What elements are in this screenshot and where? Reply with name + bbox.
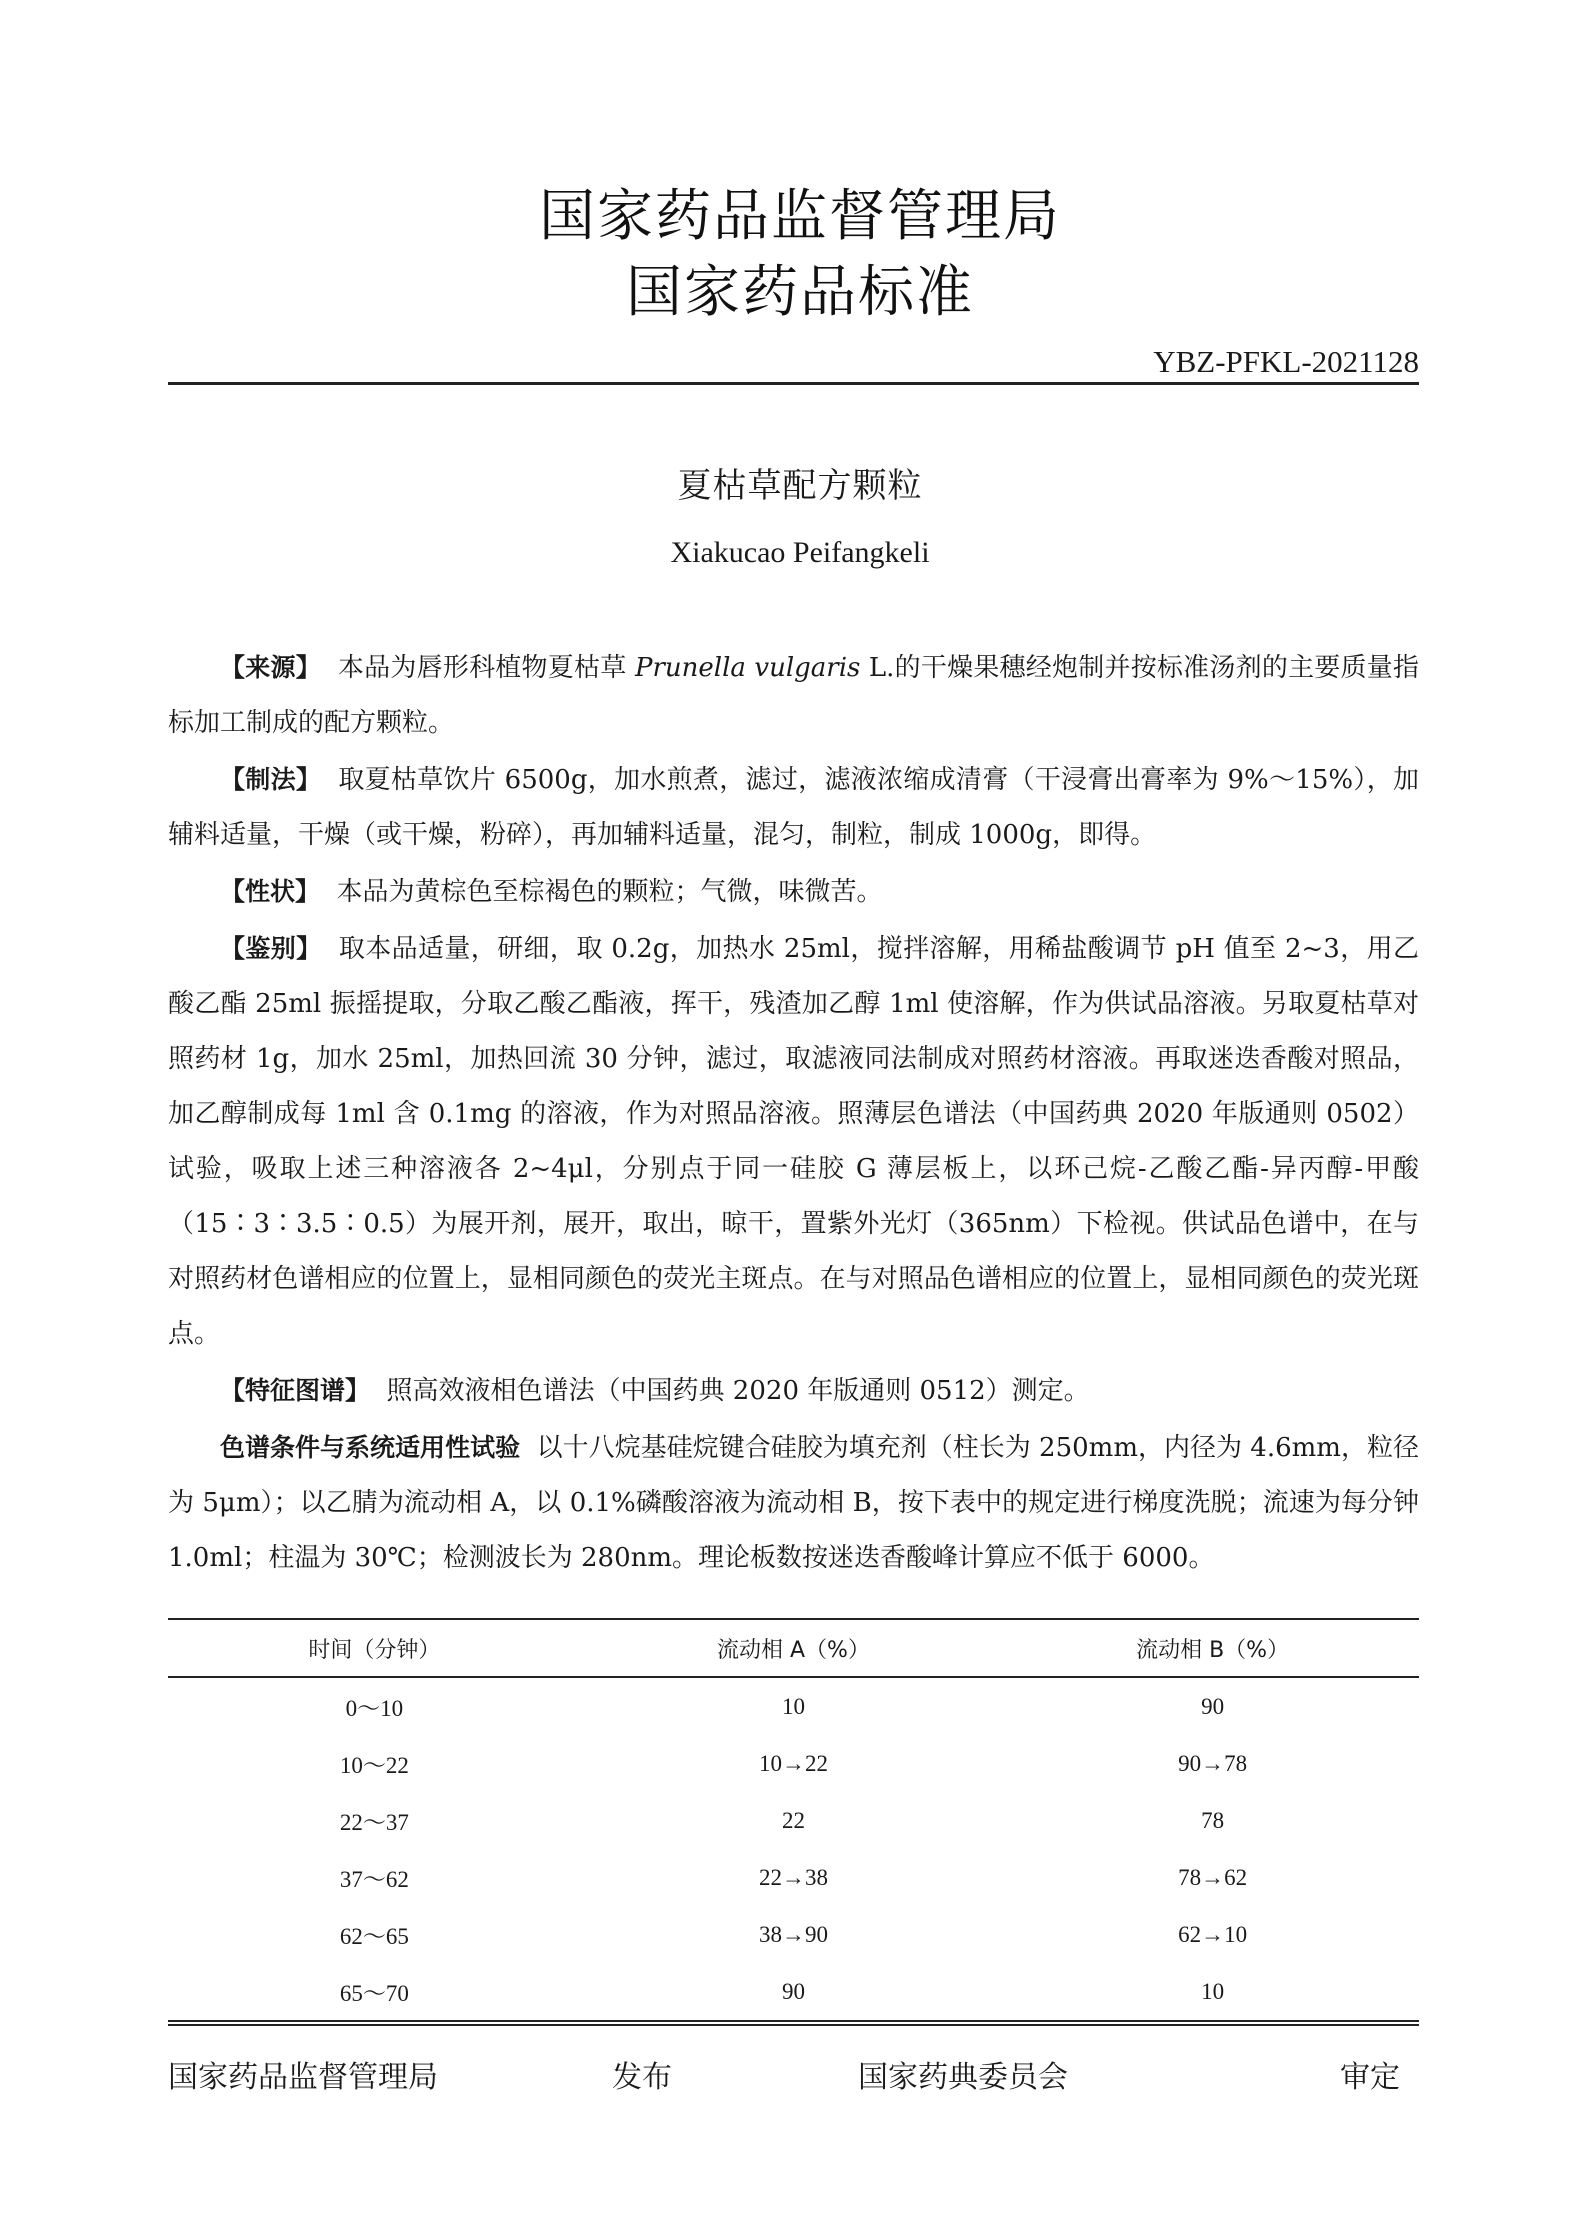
table-cell: 0～10 <box>345 1696 404 1721</box>
table-row <box>168 1677 1419 1735</box>
section-chromatography <box>168 1420 1419 1586</box>
section-tag: 【特征图谱】 <box>220 1376 371 1405</box>
table-cell: 37～62 <box>339 1867 409 1892</box>
table-cell: 65～70 <box>168 1963 581 2021</box>
section-text: 取夏枯草饮片 6500g，加水煎煮，滤过，滤液浓缩成清膏（干浸膏出膏率为 9%～15%），加辅料适量，干燥（或干燥，粉碎），再加辅料适量，混匀，制粒，制成 1000g，即得。 <box>168 765 1419 850</box>
table-cell: 38→90 <box>758 1921 828 1947</box>
latin-name: Prunella vulgaris <box>634 653 861 683</box>
table-cell: 90 <box>581 1963 1006 2021</box>
table-cell: 62～65 <box>339 1924 409 1949</box>
section-tag: 色谱条件与系统适用性试验 <box>220 1433 521 1462</box>
table-cell: 22→38 <box>758 1864 828 1890</box>
section-text: L.的干燥果穗经炮制并按标准汤剂的主要质量指标加工制成的配方颗粒。 <box>168 653 1419 738</box>
gradient-table <box>168 1618 1419 2022</box>
section-identification <box>168 921 1419 1362</box>
table-cell: 10→22 <box>758 1750 828 1776</box>
section-text: 本品为黄棕色至棕褐色的颗粒；气微，味微苦。 <box>336 877 883 907</box>
table-cell: 10～22 <box>339 1753 409 1778</box>
footer-issuer: 国家药品监督管理局 <box>168 2060 438 2095</box>
section-text: 取本品适量，研细，取 0.2g，加热水 25ml，搅拌溶解，用稀盐酸调节 pH 值至 2~3，用乙酸乙酯 25ml 振摇提取，分取乙酸乙酯液，挥干，残渣加乙醇 1ml 使溶解，作为供试品溶液。另取夏枯草对照药材 1g，加水 25ml，加热回流 30 分钟，滤过，取滤液同法制成对照药材溶液。再取迷迭香酸对照品，加乙醇制成每 1ml 含 0.1mg 的溶液，作为对照品溶液。照薄层色谱法（中国药典 2020 年版通则 0502）试验，吸取上述三种溶液各 2~4μl，分别点于同一硅胶 G 薄层板上，以环己烷-乙酸乙酯-异丙醇-甲酸（15∶3∶3.5∶0.5）为展开剂，展开，取出，晾干，置紫外光灯（365nm）下检视。供试品色谱中，在与对照药材色谱相应的位置上，显相同颜色的荧光主斑点。在与对照品色谱相应的位置上，显相同颜色的荧光斑点。 <box>168 934 1420 1349</box>
column-header: 流动相 B（%） <box>1006 1619 1419 1677</box>
section-description <box>168 864 1419 920</box>
footer-review-action: 审定 <box>1340 2060 1400 2095</box>
table-cell: 10 <box>1006 1963 1419 2021</box>
table-cell: 10 <box>781 1693 805 1719</box>
section-tag: 【来源】 <box>220 653 321 682</box>
standard-code: YBZ-PFKL-2021128 <box>1153 344 1419 379</box>
section-tag: 【鉴别】 <box>220 934 322 963</box>
section-fingerprint <box>168 1363 1419 1419</box>
section-text: 以十八烷基硅烷键合硅胶为填充剂（柱长为 250mm，内径为 4.6mm，粒径为 5μm）；以乙腈为流动相 A，以 0.1%磷酸溶液为流动相 B，按下表中的规定进行梯度洗脱；流速为每分钟 1.0ml；柱温为 30℃；检测波长为 280nm。理论板数按迷迭香酸峰计算应不低于 6000。 <box>168 1433 1419 1573</box>
column-header: 时间（分钟） <box>168 1619 581 1677</box>
column-header: 流动相 A（%） <box>581 1619 1006 1677</box>
agency-title: 国家药品监督管理局 <box>539 184 1061 249</box>
document-pinyin: Xiakucao Peifangkeli <box>670 536 930 569</box>
table-cell: 22～37 <box>339 1810 409 1835</box>
document-title: 夏枯草配方颗粒 <box>677 466 923 506</box>
section-source <box>168 640 1419 751</box>
table-cell: 90→78 <box>1178 1750 1248 1776</box>
section-tag: 【性状】 <box>220 877 321 906</box>
section-preparation <box>168 752 1419 863</box>
table-row <box>168 1963 1419 2021</box>
footer-rule <box>168 2024 1419 2026</box>
table-row <box>168 1735 1419 1792</box>
document-body <box>168 640 1419 1587</box>
section-tag: 【制法】 <box>220 765 322 794</box>
table-cell: 90 <box>1201 1693 1225 1719</box>
table-cell: 78 <box>1201 1807 1225 1833</box>
footer-issue-action: 发布 <box>612 2060 672 2095</box>
table-cell: 62→10 <box>1178 1921 1248 1947</box>
header-rule <box>168 382 1419 385</box>
table-row <box>168 1906 1419 1963</box>
table-row <box>168 1792 1419 1849</box>
section-text: 照高效液相色谱法（中国药典 2020 年版通则 0512）测定。 <box>386 1376 1090 1406</box>
table-row <box>168 1849 1419 1906</box>
footer-reviewer: 国家药典委员会 <box>858 2060 1068 2095</box>
standard-title: 国家药品标准 <box>626 260 974 325</box>
table-cell: 22 <box>781 1807 805 1833</box>
table-cell: 78→62 <box>1178 1864 1248 1890</box>
section-text: 本品为唇形科植物夏枯草 <box>337 653 627 683</box>
table-header-row <box>168 1619 1419 1677</box>
